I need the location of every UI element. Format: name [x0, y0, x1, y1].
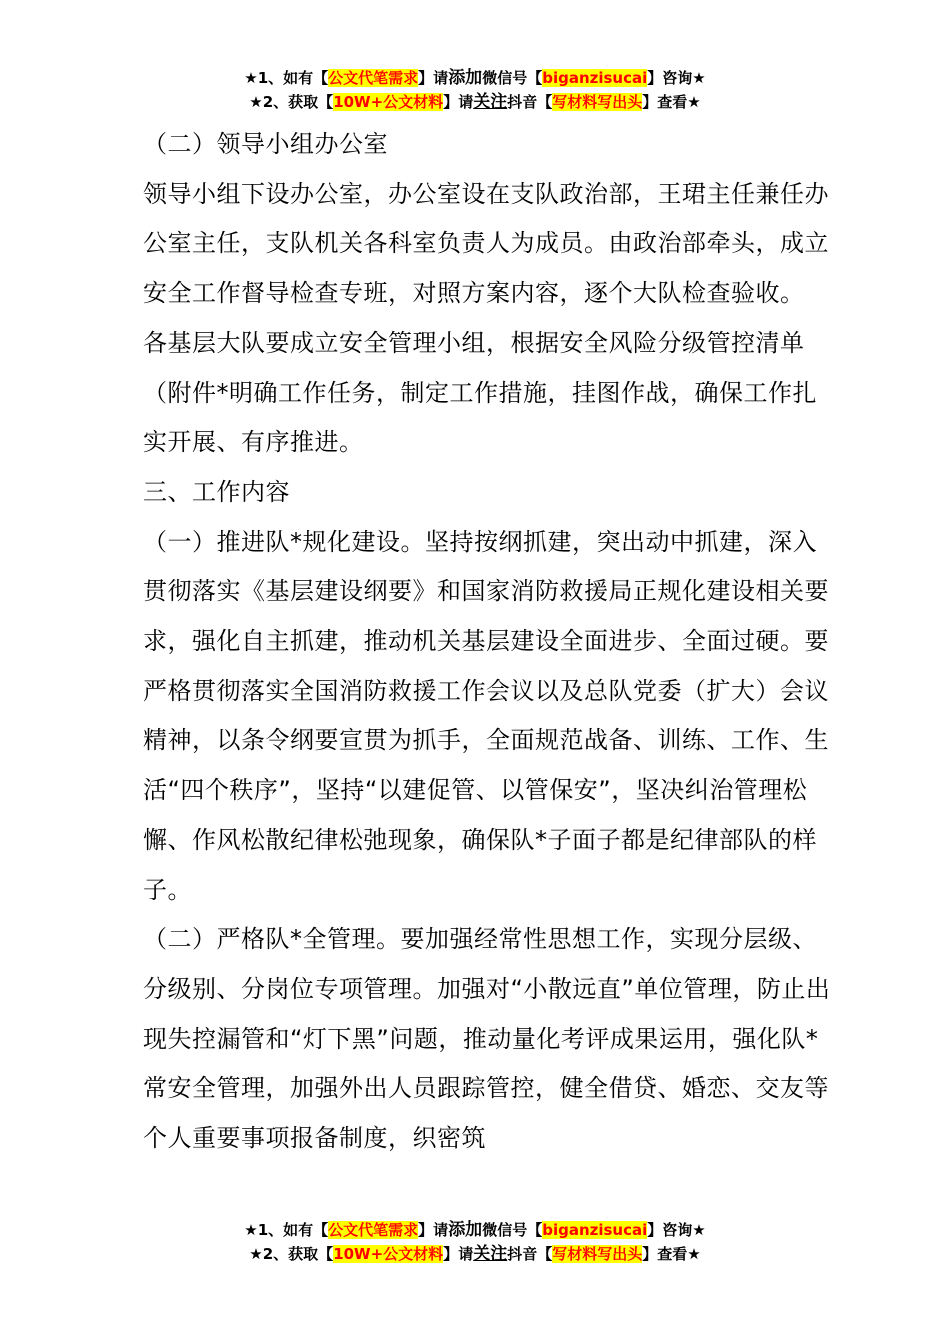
- banner-text: 】查看★: [642, 93, 701, 111]
- banner-line-1: [0, 1218, 950, 1242]
- banner-highlight: biganzisucai: [542, 1221, 648, 1239]
- banner-text: 】咨询★: [647, 1221, 706, 1239]
- banner-highlight: 写材料写出头: [552, 1245, 643, 1263]
- banner-text: 】请: [443, 93, 474, 111]
- banner-text: ★1、如有【: [244, 69, 329, 87]
- banner-line-1: [0, 66, 950, 90]
- banner-highlight: 公文代笔需求: [328, 1221, 419, 1239]
- banner-emphasis: 添加: [448, 68, 483, 88]
- section-heading: （二）领导小组办公室: [143, 130, 388, 158]
- banner-text: 微信号【: [482, 1221, 543, 1239]
- body-paragraph: （一）推进队*规化建设。坚持按纲抓建，突出动中抓建，深入贯彻落实《基层建设纲要》和国家消防救援局正规化建设相关要求，强化自主抓建，推动机关基层建设全面进步、全面过硬。要严格贯彻落实全国消防救援工作会议以及总队党委（扩大）会议精神，以条令纲要宣贯为抓手，全面规范战备、训练、工作、生活“四个秩序”，坚持“以建促管、以管保安”，坚决纠治管理松懈、作风松散纪律松弛现象，确保队*子面子都是纪律部队的样子。: [143, 527, 829, 904]
- document-body: [143, 120, 833, 1164]
- banner-highlight: biganzisucai: [542, 69, 648, 87]
- footer-banner: [0, 1218, 950, 1266]
- banner-text: 微信号【: [482, 69, 543, 87]
- section-heading: 三、工作内容: [143, 477, 290, 506]
- banner-text: 抖音【: [507, 1245, 553, 1263]
- banner-text: 】请: [418, 1221, 449, 1239]
- banner-text: 】查看★: [642, 1245, 701, 1263]
- banner-line-2: [0, 1242, 950, 1266]
- banner-text: ★1、如有【: [244, 1221, 329, 1239]
- banner-highlight: 公文代笔需求: [328, 69, 419, 87]
- banner-emphasis: 关注: [473, 92, 508, 112]
- banner-highlight: 10W+公文材料: [333, 93, 444, 111]
- body-paragraph: 各基层大队要成立安全管理小组，根据安全风险分级管控清单（附件*明确工作任务，制定工作措施，挂图作战，确保工作扎实开展、有序推进。: [143, 328, 817, 457]
- banner-highlight: 写材料写出头: [552, 93, 643, 111]
- banner-highlight: 10W+公文材料: [333, 1245, 444, 1263]
- banner-text: 】咨询★: [647, 69, 706, 87]
- body-paragraph: （二）严格队*全管理。要加强经常性思想工作，实现分层级、分级别、分岗位专项管理。加强对“小散远直”单位管理，防止出现失控漏管和“灯下黑”问题，推动量化考评成果运用，强化队*常安全管理，加强外出人员跟踪管控，健全借贷、婚恋、交友等个人重要事项报备制度，织密筑: [143, 925, 831, 1153]
- banner-line-2: [0, 90, 950, 114]
- header-banner: [0, 66, 950, 114]
- body-paragraph: 领导小组下设办公室，办公室设在支队政治部，王珺主任兼任办公室主任，支队机关各科室负责人为成员。由政治部牵头，成立安全工作督导检查专班，对照方案内容，逐个大队检查验收。: [143, 179, 829, 308]
- banner-text: 】请: [443, 1245, 474, 1263]
- banner-text: 】请: [418, 69, 449, 87]
- banner-emphasis: 添加: [448, 1220, 483, 1240]
- banner-emphasis: 关注: [473, 1244, 508, 1264]
- banner-text: ★2、获取【: [249, 93, 334, 111]
- banner-text: ★2、获取【: [249, 1245, 334, 1263]
- banner-text: 抖音【: [507, 93, 553, 111]
